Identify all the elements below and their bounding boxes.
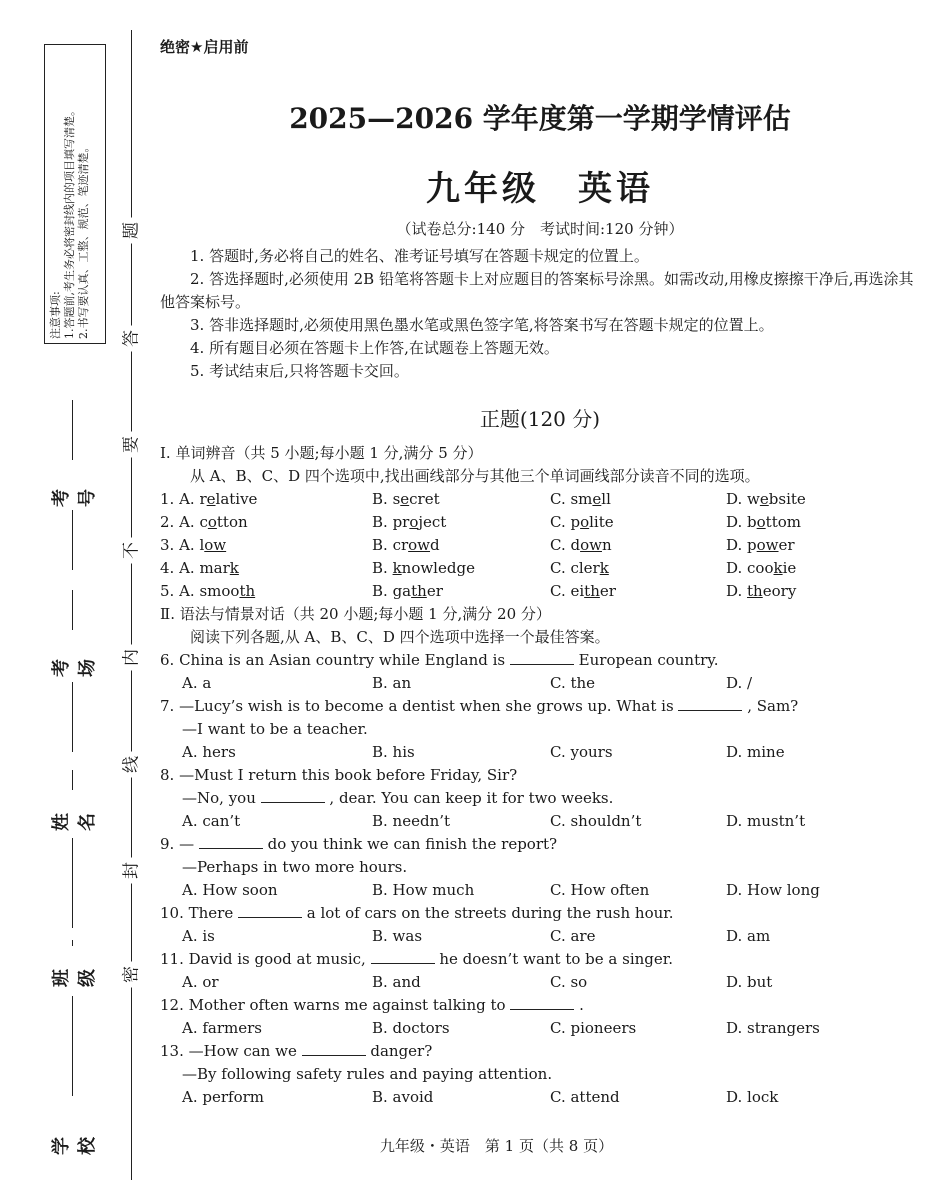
option: B. was (372, 927, 423, 945)
question-stem: —No, you , dear. You can keep it for two weeks. (182, 789, 614, 807)
grammar-question (160, 764, 920, 833)
option: B. secret (372, 490, 440, 508)
page-footer: 九年级・英语 第 1 页（共 8 页） (379, 1137, 614, 1155)
option: C. smell (550, 490, 611, 508)
option: A. a (182, 674, 212, 692)
option: D. website (726, 490, 806, 508)
part-heading: Ⅱ. 语法与情景对话（共 20 小题;每小题 1 分,满分 20 分） (160, 605, 551, 623)
option: C. pioneers (550, 1019, 637, 1037)
question-stem: 10. There a lot of cars on the streets during the rush hour. (160, 904, 674, 922)
option: D. mine (726, 743, 785, 761)
rule-item: 3. 答非选择题时,必须使用黑色墨水笔或黑色签字笔,将答案书写在答题卡规定的位置上。 (190, 316, 774, 334)
option: C. shouldn’t (550, 812, 642, 830)
option: 3. A. low (160, 536, 227, 554)
option: C. attend (550, 1088, 620, 1106)
notice-box (44, 44, 106, 344)
answer-blank (302, 1041, 366, 1056)
option: 4. A. mark (160, 559, 239, 577)
option: B. avoid (372, 1088, 434, 1106)
field-class[interactable]: 班级 (52, 940, 92, 1120)
rule-item: 2. 答选择题时,必须使用 2B 铅笔将答题卡上对应题目的答案标号涂黑。如需改动,用橡皮擦擦干净后,再选涂其他答案标号。 (160, 270, 914, 311)
option: B. and (372, 973, 421, 991)
rule-item: 5. 考试结束后,只将答题卡交回。 (190, 362, 409, 380)
question-stem: 6. China is an Asian country while England is European country. (160, 651, 719, 669)
option: 1. A. relative (160, 490, 258, 508)
option: B. gather (372, 582, 443, 600)
seal-char: 线 (117, 752, 142, 778)
option: D. but (726, 973, 773, 991)
option: C. How often (550, 881, 650, 899)
answer-blank (261, 788, 325, 803)
option: C. yours (550, 743, 613, 761)
option: D. theory (726, 582, 797, 600)
question-reply: —I want to be a teacher. (182, 720, 368, 738)
option: D. lock (726, 1088, 779, 1106)
option: B. knowledge (372, 559, 475, 577)
seal-char: 要 (117, 432, 142, 458)
option: A. or (182, 973, 219, 991)
grammar-question (160, 948, 920, 994)
exam-title: 2025—2026 学年度第一学期学情评估 (289, 102, 791, 135)
grammar-question (160, 695, 920, 764)
question-stem: 9. — do you think we can finish the report? (160, 835, 558, 853)
exam-subject: 九年级 英语 (426, 169, 654, 209)
option: A. hers (182, 743, 236, 761)
phonetic-question (160, 488, 920, 511)
question-stem: 13. —How can we danger? (160, 1042, 433, 1060)
seal-char: 内 (117, 645, 142, 671)
question-reply: —Perhaps in two more hours. (182, 858, 408, 876)
answer-options (160, 672, 920, 695)
option: D. power (726, 536, 795, 554)
option: A. perform (182, 1088, 264, 1106)
rule-item: 4. 所有题目必须在答题卡上作答,在试题卷上答题无效。 (190, 339, 559, 357)
answer-blank (238, 903, 302, 918)
option: D. cookie (726, 559, 797, 577)
option: D. How long (726, 881, 820, 899)
answer-options (160, 925, 920, 948)
option: C. the (550, 674, 596, 692)
option: B. his (372, 743, 415, 761)
phonetic-question (160, 511, 920, 534)
option: B. an (372, 674, 412, 692)
confidential-mark: 绝密★启用前 (160, 38, 249, 56)
question-stem: 7. —Lucy’s wish is to become a dentist when she grows up. What is , Sam? (160, 697, 799, 715)
answer-options (160, 971, 920, 994)
option: D. mustn’t (726, 812, 806, 830)
option: C. clerk (550, 559, 609, 577)
answer-blank (510, 650, 574, 665)
option: A. can’t (182, 812, 241, 830)
grammar-question (160, 833, 920, 902)
option: C. polite (550, 513, 614, 531)
option: C. are (550, 927, 596, 945)
field-name[interactable]: 姓名 (52, 770, 92, 950)
option: D. strangers (726, 1019, 820, 1037)
option: A. How soon (182, 881, 278, 899)
answer-options (160, 879, 920, 902)
seal-char: 密 (117, 962, 142, 988)
option: C. down (550, 536, 612, 554)
answer-options (160, 1017, 920, 1040)
phonetic-question (160, 557, 920, 580)
answer-blank (371, 949, 435, 964)
option: B. crowd (372, 536, 440, 554)
section-title: 正题(120 分) (479, 407, 601, 431)
option: 2. A. cotton (160, 513, 248, 531)
answer-blank (199, 834, 263, 849)
answer-blank (678, 696, 742, 711)
question-reply: —By following safety rules and paying attention. (182, 1065, 553, 1083)
field-school[interactable]: 学校 (51, 1137, 98, 1155)
answer-options (160, 1086, 920, 1109)
instructions (160, 245, 920, 383)
notice-item-2: 2.书写要认真、工整、规范、笔迹清楚。 (77, 141, 90, 339)
grammar-question (160, 994, 920, 1040)
option: D. bottom (726, 513, 801, 531)
part-1 (160, 442, 920, 603)
answer-blank (510, 995, 574, 1010)
option: D. / (726, 674, 753, 692)
grammar-question (160, 902, 920, 948)
answer-options (160, 810, 920, 833)
part-intro: 阅读下列各题,从 A、B、C、D 四个选项中选择一个最佳答案。 (190, 628, 610, 646)
part-2 (160, 603, 920, 1109)
grammar-question (160, 1040, 920, 1109)
option: 5. A. smooth (160, 582, 256, 600)
part-heading: Ⅰ. 单词辨音（共 5 小题;每小题 1 分,满分 5 分） (160, 444, 483, 462)
option: B. doctors (372, 1019, 450, 1037)
seal-char: 不 (117, 538, 142, 564)
option: D. am (726, 927, 771, 945)
option: B. needn’t (372, 812, 451, 830)
rule-item: 1. 答题时,务必将自己的姓名、准考证号填写在答题卡规定的位置上。 (190, 247, 649, 265)
binding-margin (0, 0, 150, 1204)
option: B. How much (372, 881, 475, 899)
seal-char: 封 (117, 858, 142, 884)
option: C. either (550, 582, 616, 600)
seal-char: 题 (117, 218, 142, 244)
answer-options (160, 741, 920, 764)
score-info: （试卷总分:140 分 考试时间:120 分钟） (396, 220, 684, 238)
question-stem: 12. Mother often warns me against talking to . (160, 996, 584, 1014)
grammar-question (160, 649, 920, 695)
page-content (160, 36, 920, 1109)
seal-line (131, 30, 132, 1180)
option: A. is (182, 927, 215, 945)
seal-char: 答 (117, 326, 142, 352)
option: C. so (550, 973, 588, 991)
phonetic-question (160, 534, 920, 557)
notice-title: 注意事项: (49, 291, 62, 339)
field-exam-room[interactable]: 考场 (52, 590, 92, 770)
question-stem: 8. —Must I return this book before Friday, Sir? (160, 766, 518, 784)
option: A. farmers (182, 1019, 263, 1037)
part-intro: 从 A、B、C、D 四个选项中,找出画线部分与其他三个单词画线部分读音不同的选项。 (190, 467, 760, 485)
phonetic-question (160, 580, 920, 603)
field-exam-number[interactable]: 考号 (52, 400, 92, 580)
notice-item-1: 1.答题前,考生务必将密封线内的项目填写清楚。 (63, 105, 76, 339)
question-stem: 11. David is good at music, he doesn’t want to be a singer. (160, 950, 674, 968)
option: B. project (372, 513, 447, 531)
